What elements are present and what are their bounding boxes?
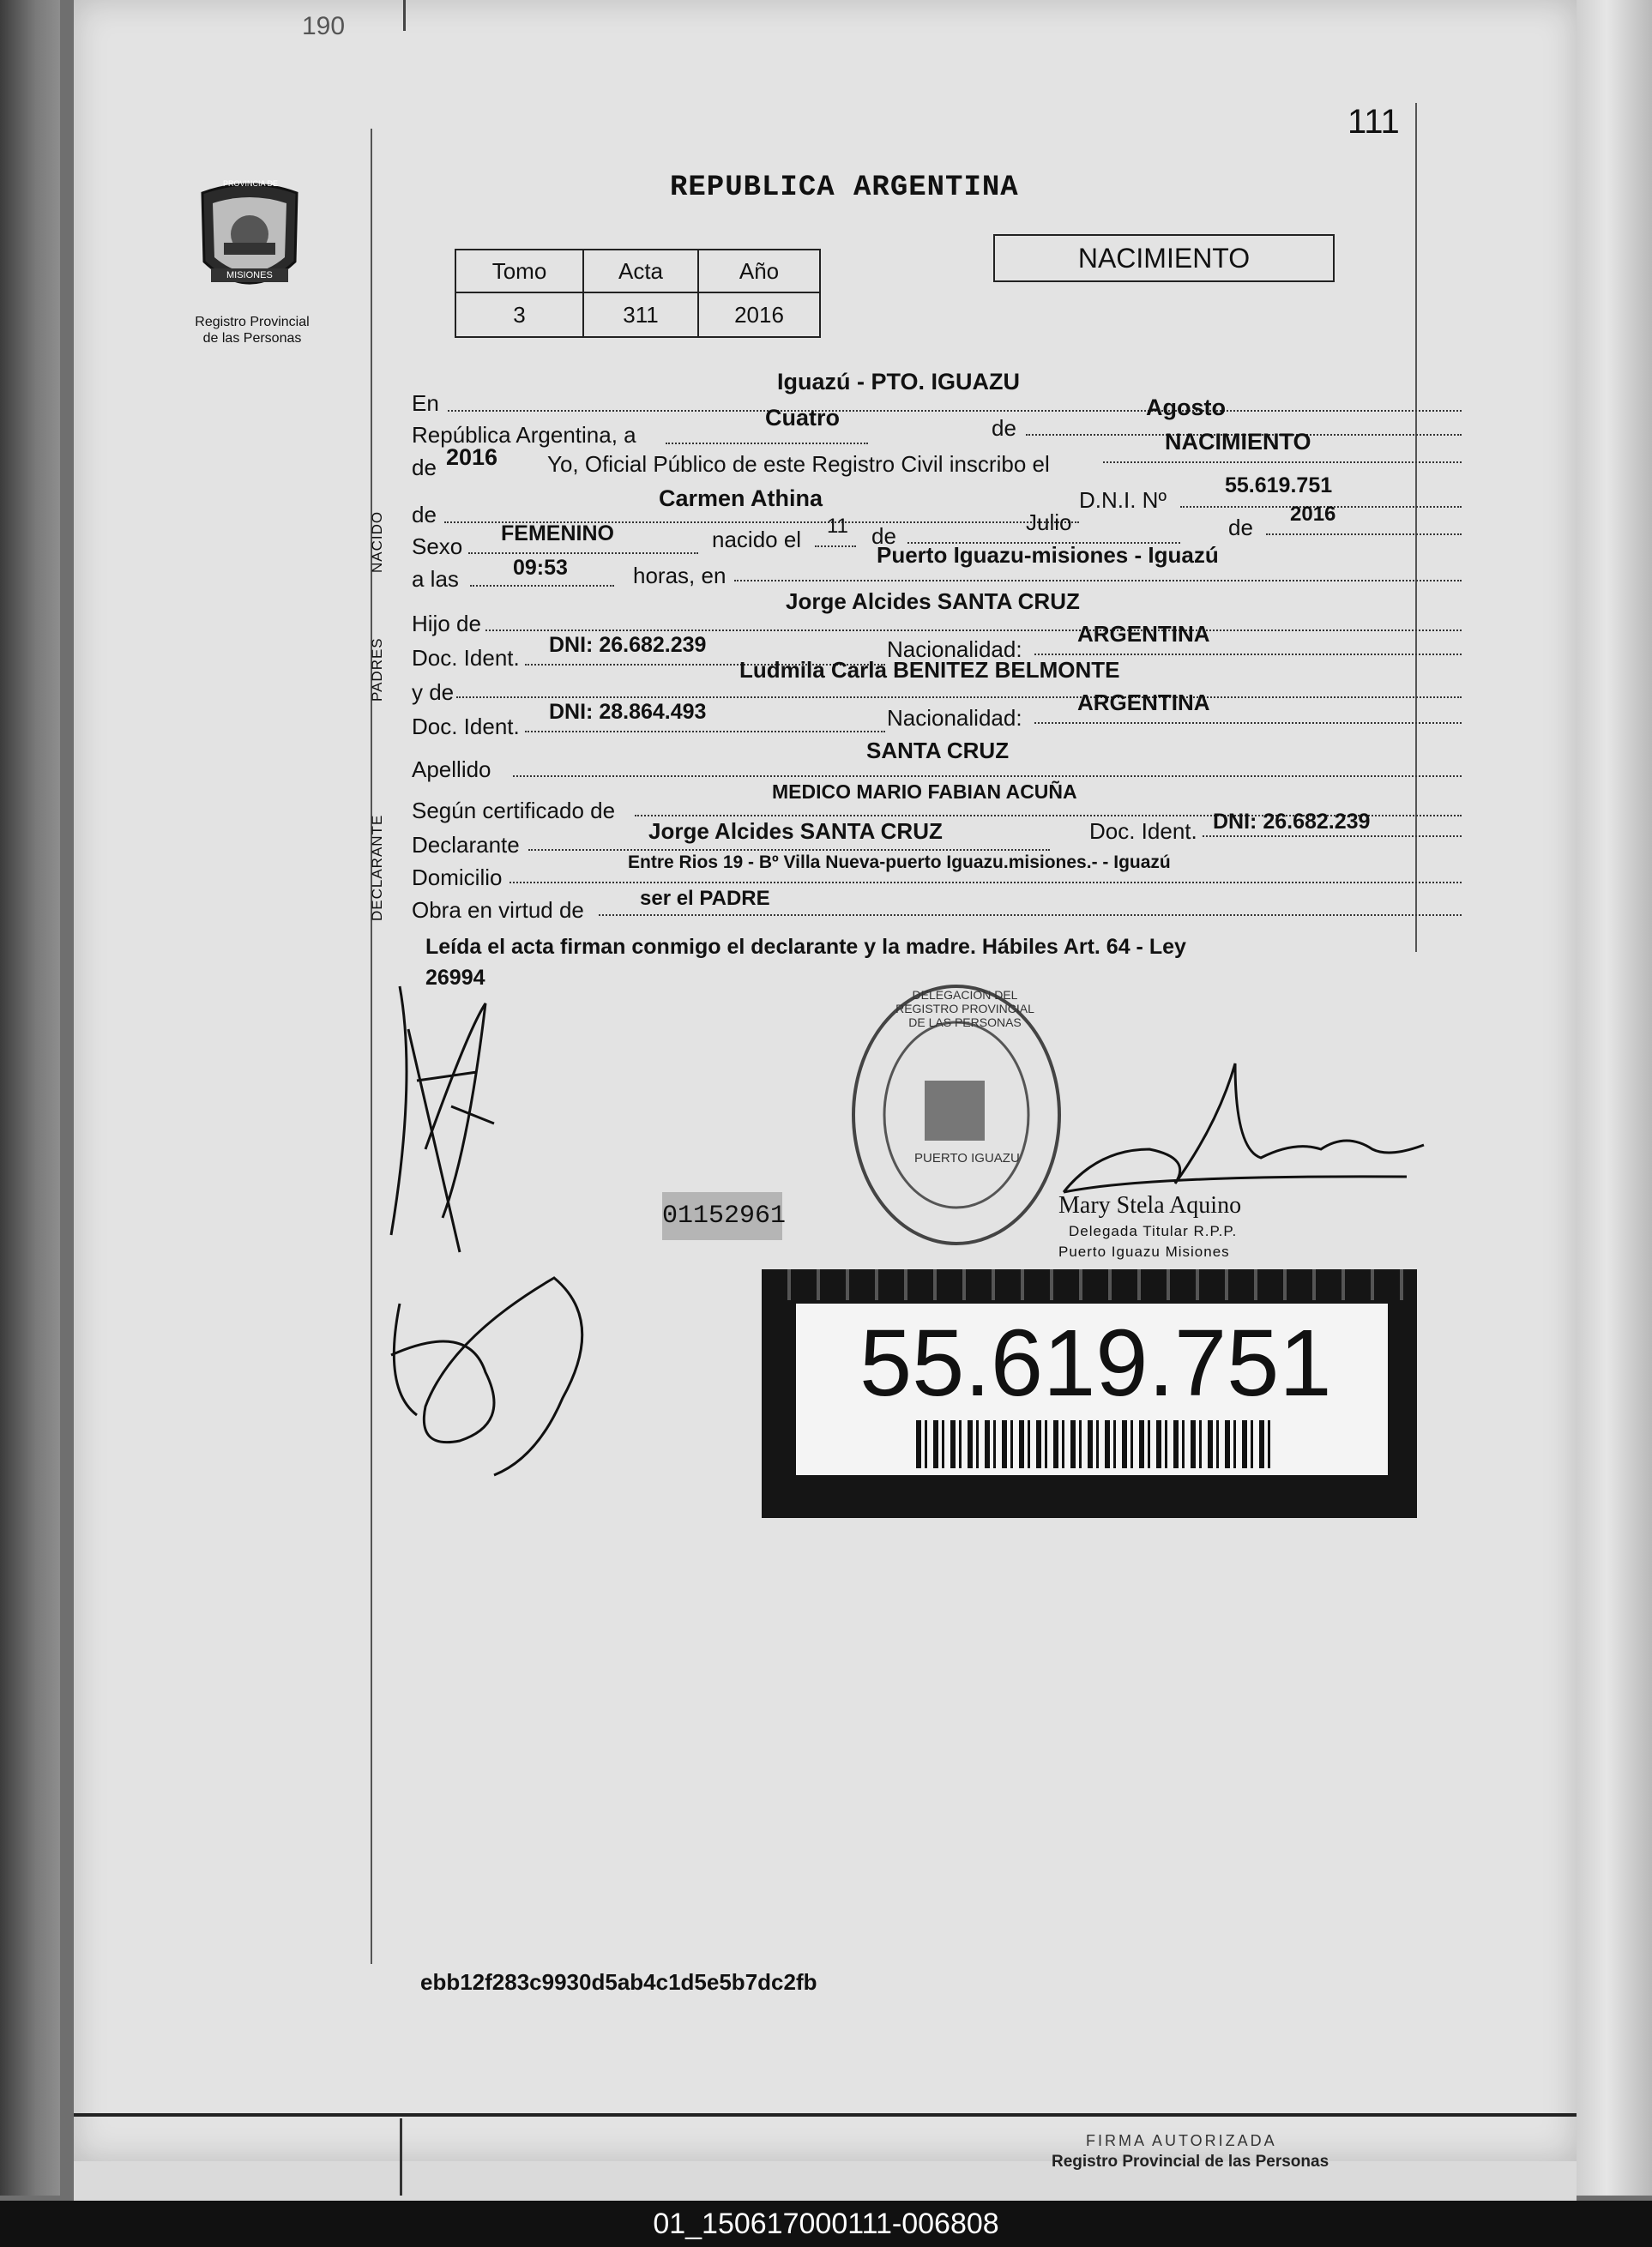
value-child-name: Carmen Athina (659, 485, 823, 511)
province-crest-logo (194, 176, 305, 309)
table-header-tomo: Tomo (455, 250, 583, 292)
dotline (525, 731, 885, 732)
label-official: Yo, Oficial Público de este Registro Civil inscribo el (547, 451, 1050, 477)
footer-filename: 01_150617000111-006808 (0, 2201, 1652, 2247)
dotline (528, 849, 1050, 851)
value-birth-day: 11 (827, 515, 848, 538)
closing-line-2: 26994 (425, 966, 485, 990)
dotline (599, 914, 1462, 916)
label-doc-ident: Doc. Ident. (412, 645, 520, 671)
value-registry-type: NACIMIENTO (1165, 429, 1311, 455)
dotline (1034, 654, 1462, 655)
value-father-nationality: ARGENTINA (1077, 621, 1210, 647)
dotline (509, 882, 1462, 883)
register-table (455, 249, 821, 338)
label-en: En (412, 390, 439, 416)
value-birth-time: 09:53 (513, 556, 568, 580)
table-value-acta: 311 (583, 292, 698, 337)
label-declarante: Declarante (412, 832, 520, 858)
logo-caption-line1: Registro Provincial (195, 315, 310, 329)
table-value-ano: 2016 (698, 292, 820, 337)
seal-ring-text: DELEGACION DEL REGISTRO PROVINCIAL DE LAS PERSONAS (895, 988, 1034, 1029)
label-apellido: Apellido (412, 756, 491, 782)
label-de: de (1228, 515, 1253, 540)
value-mother-nationality: ARGENTINA (1077, 690, 1210, 715)
section-label-nacido: NACIDO (369, 510, 385, 573)
sticker-white-panel (796, 1304, 1388, 1475)
bottom-firma-text: FIRMA AUTORIZADA (1086, 2132, 1277, 2149)
dotline (470, 585, 614, 587)
dotline (1266, 533, 1462, 535)
value-reason: ser el PADRE (640, 887, 770, 910)
value-father: Jorge Alcides SANTA CRUZ (786, 588, 1080, 614)
label-doc-ident: Doc. Ident. (412, 714, 520, 739)
country-title: REPUBLICA ARGENTINA (670, 172, 1019, 204)
value-location: Iguazú - PTO. IGUAZU (777, 369, 1020, 395)
label-obra: Obra en virtud de (412, 897, 584, 923)
dotline (485, 630, 1462, 631)
dotline (456, 696, 1462, 698)
value-birth-place: Puerto Iguazu-misiones - Iguazú (877, 542, 1219, 568)
label-de: de (412, 455, 437, 480)
document-hash: ebb12f283c9930d5ab4c1d5e5b7dc2fb (420, 1969, 817, 1995)
label-de: de (992, 415, 1016, 441)
label-a-las: a las (412, 566, 459, 592)
value-birth-year: 2016 (1290, 503, 1336, 526)
dotline (1103, 461, 1462, 463)
bottom-registro-text: Registro Provincial de las Personas (1052, 2153, 1329, 2171)
logo-caption-line2: de las Personas (202, 331, 302, 346)
dotline (815, 545, 856, 547)
label-sexo: Sexo (412, 533, 463, 559)
dotline (468, 552, 698, 554)
table-value-tomo: 3 (455, 292, 583, 337)
dotline (734, 580, 1462, 581)
page-bottom-rule (74, 2113, 1577, 2117)
serial-number-label: 01152961 (662, 1192, 782, 1240)
value-year: 2016 (446, 444, 498, 470)
table-header-ano: Año (698, 250, 820, 292)
label-nacionalidad: Nacionalidad: (887, 636, 1022, 662)
value-declarant-dni: DNI: 26.682.239 (1213, 810, 1371, 834)
corner-number: 190 (302, 12, 346, 40)
value-surname: SANTA CRUZ (866, 738, 1010, 763)
dotline (1203, 835, 1462, 837)
label-hijo-de: Hijo de (412, 611, 481, 636)
label-de: de (871, 523, 896, 549)
label-domicilio: Domicilio (412, 864, 503, 890)
value-month: Agosto (1146, 395, 1226, 420)
top-tick (403, 0, 406, 31)
official-name: Mary Stela Aquino (1058, 1192, 1242, 1219)
value-declarant: Jorge Alcides SANTA CRUZ (648, 818, 943, 844)
label-doc-ident: Doc. Ident. (1089, 818, 1197, 844)
label-de: de (412, 502, 437, 527)
seal-center-text: PUERTO IGUAZU (914, 1151, 1020, 1166)
table-header-acta: Acta (583, 250, 698, 292)
value-day-word: Cuatro (765, 405, 840, 431)
section-label-declarante: DECLARANTE (369, 814, 385, 921)
sticker-number: 55.619.751 (859, 1310, 1332, 1416)
value-birth-month: Julio (1026, 509, 1072, 535)
dotline (1034, 722, 1462, 724)
record-type-box: NACIMIENTO (993, 234, 1335, 282)
signature-left-1 (365, 978, 537, 1269)
official-title: Delegada Titular R.P.P. (1069, 1223, 1238, 1239)
label-dni: D.N.I. Nº (1079, 487, 1167, 513)
signature-left-2 (365, 1269, 606, 1492)
label-nacionalidad: Nacionalidad: (887, 705, 1022, 731)
sticker-pattern (762, 1269, 1417, 1300)
label-certificado: Según certificado de (412, 798, 616, 823)
crest-bottom-text: MISIONES (226, 270, 273, 280)
section-label-padres: PADRES (369, 637, 385, 702)
value-address: Entre Rios 19 - Bº Villa Nueva-puerto Iguazu.misiones.- - Iguazú (628, 852, 1171, 872)
label-y-de: y de (412, 679, 455, 705)
value-mother-dni: DNI: 28.864.493 (549, 700, 707, 724)
label-horas-en: horas, en (633, 563, 727, 588)
page-number: 111 (1348, 103, 1400, 141)
left-background-edge (0, 0, 60, 2196)
dotline (448, 410, 1462, 412)
closing-line-1: Leída el acta firman conmigo el declarante y la madre. Hábiles Art. 64 - Ley (425, 935, 1186, 959)
value-certificate: MEDICO MARIO FABIAN ACUÑA (772, 780, 1077, 803)
value-child-dni: 55.619.751 (1225, 473, 1333, 497)
bottom-divider (400, 2118, 402, 2196)
label-nacido-el: nacido el (712, 527, 802, 552)
value-sexo: FEMENINO (501, 521, 614, 545)
value-father-dni: DNI: 26.682.239 (549, 633, 707, 657)
right-page-edges (1577, 0, 1652, 2196)
label-republica: República Argentina, a (412, 422, 636, 448)
dotline (666, 443, 868, 444)
dotline (513, 775, 1462, 777)
logo-caption (184, 314, 321, 346)
certificate-page (74, 0, 1577, 2171)
form-right-rule (1415, 103, 1417, 952)
barcode (916, 1420, 1275, 1468)
official-place: Puerto Iguazu Misiones (1058, 1244, 1230, 1260)
id-barcode-sticker (762, 1269, 1417, 1518)
crest-top-text: PROVINCIA DE (223, 179, 279, 188)
value-mother: Ludmila Carla BENITEZ BELMONTE (739, 657, 1120, 683)
